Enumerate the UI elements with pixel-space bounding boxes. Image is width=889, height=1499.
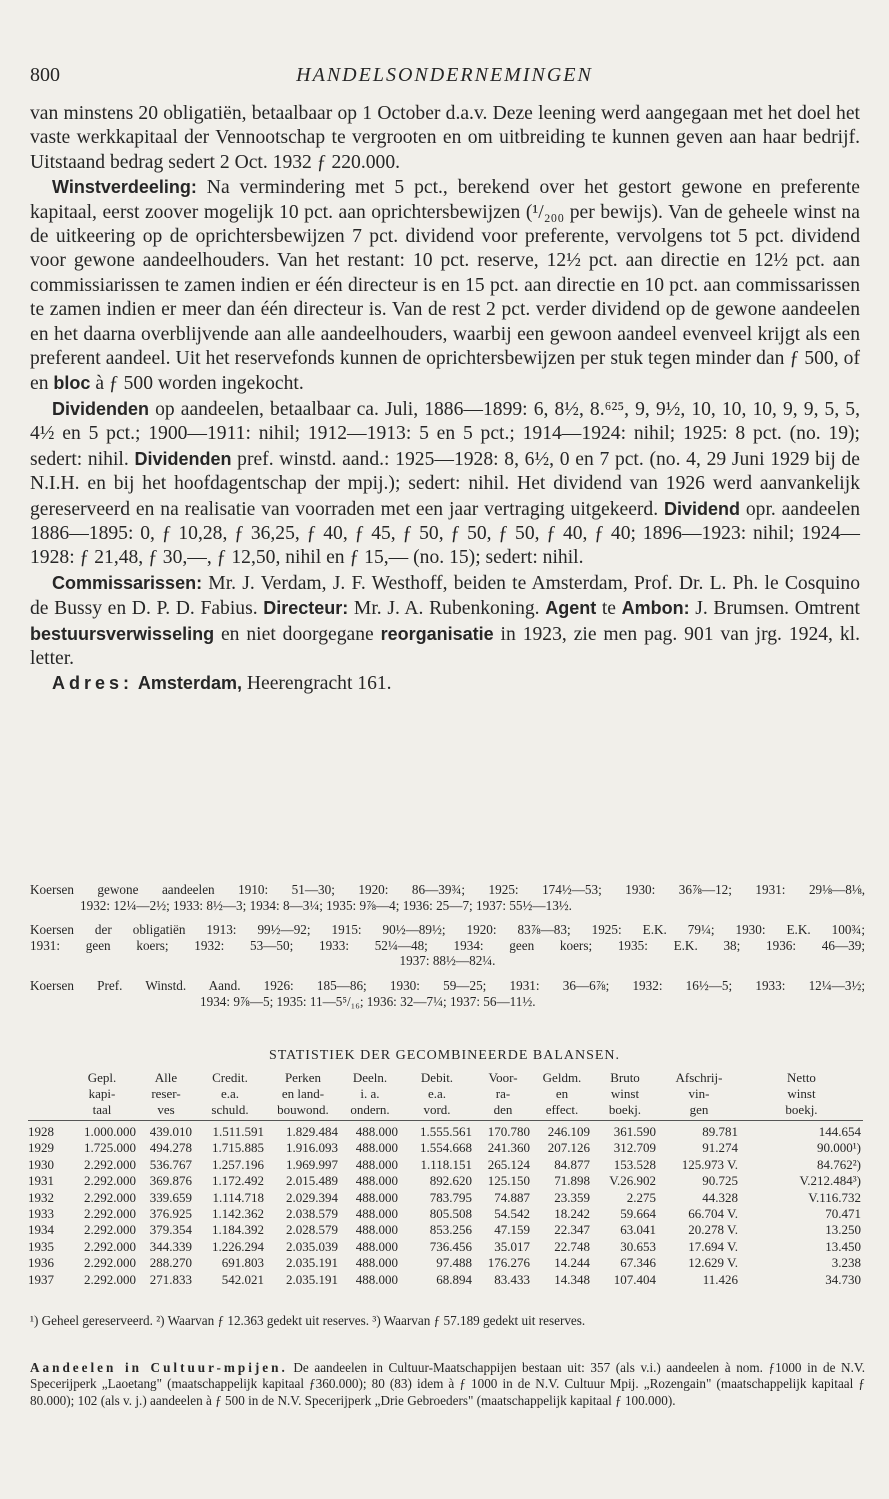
column-header: winst [787,1086,816,1101]
table-cell: 12.629 V. [688,1255,738,1271]
table-cell: 2.028.579 [286,1222,338,1238]
table-row [28,1157,863,1173]
table-year-cell: 1929 [28,1140,54,1156]
dividend-opr-text: opr. aandeelen 1886—1895: 0, ƒ 10,28, ƒ 36,25, ƒ 40, ƒ 45, ƒ 50, ƒ 50, ƒ 50, ƒ 40, ƒ 40; 1896—1923: nihil; 1924—1928: ƒ 21,48, ƒ 30,—, ƒ 12,50, nihil en ƒ 15,— (no. 15); sedert: nihil. [30,498,860,569]
table-cell: 2.029.394 [286,1189,338,1205]
table-year-cell: 1933 [28,1206,54,1222]
koersen-pref-line: Koersen Pref. Winstd. Aand. 1926: 185—86; 1930: 59—25; 1931: 36—6⅞; 1932: 16½—5; 1933: 12¼—3½; [30,977,865,993]
table-cell: 2.035.191 [286,1255,338,1271]
table-cell: 14.244 [554,1255,590,1271]
table-cell: 439.010 [149,1124,192,1139]
table-row [28,1272,863,1288]
table-cell: 241.360 [487,1140,530,1156]
body-text [30,102,860,697]
column-header: Alle [154,1070,178,1085]
column-header: Bruto [610,1070,640,1085]
table-cell: 30.653 [620,1238,656,1254]
statistiek-title: STATISTIEK DER GECOMBINEERDE BALANSEN. [268,1048,621,1063]
koersen-section [30,882,865,1018]
agent-text: J. Brumsen. Omtrent [689,598,861,620]
column-header: i. a. [360,1086,380,1101]
table-cell: 17.694 V. [688,1238,738,1254]
table-cell: 107.404 [613,1271,656,1287]
table-cell: 13.450 [825,1238,861,1254]
table-cell: 23.359 [554,1189,590,1205]
table-row [28,1255,863,1271]
table-cell: 369.876 [149,1173,192,1189]
table-cell: 805.508 [429,1206,472,1222]
table-cell: 2.292.000 [84,1206,136,1222]
table-cell: 3.238 [831,1255,861,1271]
table-cell: 90.725 [702,1173,738,1189]
column-header: e.a. [427,1086,447,1101]
column-header: en [555,1086,569,1101]
adres-city: Amsterdam, [137,673,242,694]
winstverdeeling-label: Winstverdeeling: [52,177,197,198]
column-header: boekj. [740,1102,863,1121]
commissarissen-paragraph [30,571,860,672]
table-cell: 70.471 [825,1206,861,1222]
table-cell: 1.916.093 [286,1140,338,1156]
table-row [28,1121,863,1141]
adres-text: Heerengracht 161. [241,673,392,695]
table-year-cell: 1931 [28,1173,54,1189]
table-cell: 176.276 [487,1255,530,1271]
table-cell: 2.292.000 [84,1189,136,1205]
table-cell: 488.000 [355,1255,398,1271]
table-cell: 2.275 [626,1189,656,1205]
table-cell: 1.511.591 [212,1124,264,1139]
column-header: en land- [281,1086,325,1101]
table-cell: 2.292.000 [84,1222,136,1238]
column-header: Voor- [488,1070,518,1085]
table-year-cell: 1932 [28,1189,54,1205]
table-header-row [28,1070,863,1086]
table-cell: 892.620 [429,1173,472,1189]
table-cell: 1.554.668 [420,1140,472,1156]
table-cell: 18.242 [554,1206,590,1222]
table-cell: 853.256 [429,1222,472,1238]
table-cell: 312.709 [613,1140,656,1156]
column-header: gen [658,1102,740,1121]
dividenden-pref-text: pref. winstd. aand.: 1925—1928: 8, 6½, 0 en 7 pct. (no. 4, 29 Juni 1929 bij de N.I.H. en bij het hoofdagentschap der mpij.); sedert: nihil. Het dividend van 1926 werd aanvankelijk gereserveerd en na realisatie van voorraden met een jaar vertraging uitgekeerd. [30,448,860,520]
reorganisatie-text: in 1923, zie men pag. 901 van jrg. 1924, kl. letter. [30,623,860,669]
table-cell: 488.000 [355,1140,398,1156]
table-cell: 63.041 [620,1222,656,1238]
table-cell: 288.270 [149,1255,192,1271]
table-cell: 2.292.000 [84,1255,136,1271]
column-header: Netto [787,1070,816,1085]
table-cell: 271.833 [149,1271,192,1287]
koersen-pref-line: 1934: 9⅞—5; 1935: 11—5⁵/₁₆; 1936: 32—7¼; 1937: 56—11½. [200,993,536,1009]
commissarissen-text: Mr. J. Verdam, J. F. Westhoff, beiden te Amsterdam, Prof. Dr. L. Ph. le Cosquino de Bussy en D. P. D. Fabius. [30,572,860,620]
aandeelen-text: De aandeelen in Cultuur-Maatschappijen bestaan uit: 357 (als v.i.) aandeelen à nom. ƒ1000 in de N.V. Specerijperk „Laoetang" (maatschappelijk kapitaal ƒ360.000); 80 (83) idem à ƒ 1000 in de N.V. Cultuur Mpij. „Rozengain" (maatschappelijk kapitaal ƒ 80.000); 102 (als v. j.) aandeelen à ƒ 500 in de N.V. Specerijperk „Drie Gebroeders" (maatschappelijk kapitaal ƒ 100.000). [30,1360,865,1408]
table-cell: 89.781 [702,1124,738,1139]
koersen-gewone-line: Koersen gewone aandeelen 1910: 51—30; 1920: 86—39¾; 1925: 174½—53; 1930: 36⅞—12; 1931: 29⅛—8⅛, [30,882,865,897]
table-cell: 14.348 [554,1271,590,1287]
column-header: den [474,1102,532,1121]
table-cell: 494.278 [149,1140,192,1156]
table-cell: 34.730 [825,1271,861,1287]
table-cell: 2.015.489 [286,1173,338,1189]
table-row [28,1173,863,1189]
reorganisatie-label: reorganisatie [380,623,494,644]
table-cell: 488.000 [355,1189,398,1205]
dividenden-paragraph [30,397,860,571]
table-cell: 170.780 [487,1124,530,1139]
table-cell: 1.184.392 [212,1222,264,1238]
table-year-cell: 1935 [28,1238,54,1254]
table-cell: 44.328 [702,1189,738,1205]
column-header: Debit. [420,1070,454,1085]
winstverdeeling-paragraph [30,175,860,397]
column-header: vin- [688,1086,710,1101]
table-cell: 1.000.000 [84,1124,136,1139]
table-cell: 13.250 [825,1222,861,1238]
table-cell: V.116.732 [808,1189,861,1205]
adres-paragraph [30,671,860,696]
directeur-text: Mr. J. A. Rubenkoning. [348,598,546,620]
table-cell: 59.664 [620,1206,656,1222]
table-row [28,1239,863,1255]
table-cell: 35.017 [494,1238,530,1254]
agent-label: Agent [545,598,597,619]
aandeelen-label: Aandeelen in Cultuur-mpijen. [30,1360,288,1375]
statistiek-table [28,1070,863,1288]
column-header: boekj. [592,1102,658,1121]
table-cell: 2.035.039 [286,1238,338,1254]
koersen-obligaties-line: 1937: 88½—82¼. [399,953,496,969]
directeur-label: Directeur: [263,598,349,619]
table-year-cell: 1934 [28,1222,54,1238]
table-cell: 67.346 [620,1255,656,1271]
table-cell: 1.172.492 [212,1173,264,1189]
footnotes: ¹) Geheel gereserveerd. ²) Waarvan ƒ 12.363 gedekt uit reserves. ³) Waarvan ƒ 57.189 gedekt uit reserves. [30,1313,586,1328]
column-header [28,1070,66,1086]
table-cell: 68.894 [436,1271,472,1287]
table-cell: 488.000 [355,1222,398,1238]
table-cell: 1.257.196 [212,1156,264,1172]
table-cell: 54.542 [494,1206,530,1222]
table-cell: 344.339 [149,1238,192,1254]
table-cell: 691.803 [221,1255,264,1271]
koersen-gewone-line: 1932: 12¼—2½; 1933: 8½—3; 1934: 8—3¼; 1935: 9⅞—4; 1936: 25—7; 1937: 55½—13½. [80,897,572,913]
table-cell: 379.354 [149,1222,192,1238]
column-header: e.a. [220,1086,240,1101]
column-header: schuld. [194,1102,266,1121]
page-number: 800 [30,64,60,86]
table-cell: 20.278 V. [688,1222,738,1238]
table-cell: 736.456 [429,1238,472,1254]
table-cell: 542.021 [221,1271,264,1287]
koersen-gewone [30,882,865,913]
table-cell: 488.000 [355,1238,398,1254]
table-cell: 488.000 [355,1173,398,1189]
table-cell: 1.715.885 [212,1140,264,1156]
table-cell: 2.035.191 [286,1271,338,1287]
table-cell: 246.109 [547,1124,590,1139]
table-cell: 90.000¹) [817,1140,861,1156]
column-header: Gepl. [87,1070,117,1085]
table-cell: 1.142.362 [212,1206,264,1222]
column-header: winst [610,1086,640,1101]
table-cell: 361.590 [613,1124,656,1139]
table-cell: 11.426 [702,1271,738,1287]
column-header: ves [138,1102,194,1121]
winstverdeeling-end: à ƒ 500 worden ingekocht. [90,373,304,395]
column-header: Afschrij- [675,1070,723,1085]
table-cell: V.26.902 [609,1173,656,1189]
column-header [28,1102,66,1121]
table-cell: 1.114.718 [212,1189,264,1205]
table-cell: 1.829.484 [286,1124,338,1139]
table-cell: 2.292.000 [84,1271,136,1287]
table-cell: 84.762²) [817,1156,861,1172]
table-cell: 488.000 [355,1206,398,1222]
dividenden-text: op aandeelen, betaalbaar ca. Juli, 1886—1899: 6, 8½, 8.⁶²⁵, 9, 9½, 10, 10, 10, 9, 9, 5, 5, 4½ en 5 pct.; 1900—1911: nihil; 1912—1913: 5 en 5 pct.; 1914—1924: nihil; 1925: 8 pct. (no. 19); sedert: nihil. [30,398,860,470]
column-header: Geldm. [542,1070,582,1085]
column-header [28,1086,66,1102]
column-header: effect. [532,1102,592,1121]
table-cell: 488.000 [355,1271,398,1287]
column-header: Perken [284,1070,322,1085]
column-header: ra- [495,1086,511,1101]
table-year-cell: 1930 [28,1156,54,1172]
table-cell: 153.528 [613,1156,656,1172]
table-cell: 84.877 [554,1156,590,1172]
koersen-obligaties [30,922,865,969]
column-header: Deeln. [352,1070,388,1085]
table-cell: 2.038.579 [286,1206,338,1222]
table-cell: 339.659 [149,1189,192,1205]
column-header: bouwond. [266,1102,340,1121]
dividenden-label: Dividenden [52,398,150,419]
table-cell: 265.124 [487,1156,530,1172]
agent-place: Ambon: [621,598,690,619]
table-cell: 1.118.151 [420,1156,472,1172]
table-cell: 47.159 [494,1222,530,1238]
column-header: Credit. [212,1070,248,1085]
table-header-row [28,1102,863,1121]
column-header: taal [66,1102,138,1121]
aandeelen-paragraph [30,1360,865,1409]
table-year-cell: 1928 [28,1124,54,1139]
table-cell: 22.347 [554,1222,590,1238]
table-cell: 1.725.000 [84,1140,136,1156]
table-cell: 125.150 [487,1173,530,1189]
table-cell: 66.704 V. [688,1206,738,1222]
bestuursverwisseling-text: en niet doorgegane [214,623,381,645]
bestuursverwisseling-label: bestuursverwisseling [30,623,215,644]
table-row [28,1222,863,1238]
table-cell: 488.000 [355,1156,398,1172]
table-cell: 71.898 [554,1173,590,1189]
table-cell: V.212.484³) [799,1173,861,1189]
table-year-cell: 1937 [28,1271,54,1287]
table-row [28,1140,863,1156]
table-cell: 488.000 [355,1124,398,1139]
table-cell: 207.126 [547,1140,590,1156]
table-cell: 2.292.000 [84,1238,136,1254]
table-cell: 83.433 [494,1271,530,1287]
column-header: kapi- [88,1086,116,1101]
table-cell: 2.292.000 [84,1156,136,1172]
table-cell: 144.654 [818,1124,861,1139]
table-cell: 74.887 [494,1189,530,1205]
koersen-obligaties-line: Koersen der obligatiën 1913: 99½—92; 1915: 90½—89½; 1920: 83⅞—83; 1925: E.K. 79¼; 1930: E.K. 100¾; [30,922,865,938]
commissarissen-label: Commissarissen: [52,572,203,593]
column-header: vord. [400,1102,474,1121]
table-cell: 2.292.000 [84,1173,136,1189]
table-header-row [28,1086,863,1102]
table-cell: 125.973 V. [681,1156,738,1172]
table-cell: 376.925 [149,1206,192,1222]
table-cell: 1.226.294 [212,1238,264,1254]
adres-label: Adres: [52,673,134,694]
dividenden-pref-label: Dividenden [134,448,232,469]
table-year-cell: 1936 [28,1255,54,1271]
column-header: ondern. [340,1102,400,1121]
dividend-opr-label: Dividend [664,498,741,519]
table-cell: 91.274 [702,1140,738,1156]
table-cell: 97.488 [436,1255,472,1271]
intro-paragraph: van minstens 20 obligatiën, betaalbaar op 1 October d.a.v. Deze leening werd aangegaan met het doel het vaste werkkapitaal der Vennootschap te vergrooten en om uitbreiding te kunnen geven aan haar bedrijf. Uitstaand bedrag sedert 2 Oct. 1932 ƒ 220.000. [30,103,860,173]
table-cell: 783.795 [429,1189,472,1205]
koersen-obligaties-line: 1931: geen koers; 1932: 53—50; 1933: 52¼—48; 1934: geen koers; 1935: E.K. 38; 1936: 46—39; [30,937,865,953]
table-cell: 1.555.561 [420,1124,472,1139]
column-header: reser- [151,1086,181,1101]
koersen-pref [30,978,865,1009]
table-cell: 1.969.997 [286,1156,338,1172]
running-head [30,64,859,88]
table-row [28,1206,863,1222]
agent-mid: te [596,598,622,620]
table-row [28,1190,863,1206]
page-title: HANDELSONDERNEMINGEN [296,64,593,86]
bloc-label: bloc [53,373,91,394]
winstverdeeling-text: Na vermindering met 5 pct., berekend over het gestort gewone en preferente kapitaal, eerst zoover mogelijk 10 pct. aan oprichtersbewijzen (¹/₂₀₀ per bewijs). Van de geheele winst na de uitkeering op de oprichtersbewijzen 7 pct. dividend voor preferente, vervolgens tot 5 pct. dividend voor gewone aandeelhouders. Van het restant: 10 pct. reserve, 12½ pct. aan directie en 12½ pct. aan commissiarissen te zamen indien er één directeur is en 15 pct. aan directie en 10 pct. aan commissarissen te zamen indien er meer dan één directeur is. Van de rest 2 pct. verder dividend op de gewone aandeelen en het daarna overblijvende aan alle aandeelhouders, waarbij een gewoon aandeel evenveel krijgt als een preferent aandeel. Uit het reservefonds kunnen de oprichtersbewijzen per stuk tegen minder dan ƒ 500, of en [30,177,860,395]
table-cell: 536.767 [149,1156,192,1172]
table-cell: 22.748 [554,1238,590,1254]
